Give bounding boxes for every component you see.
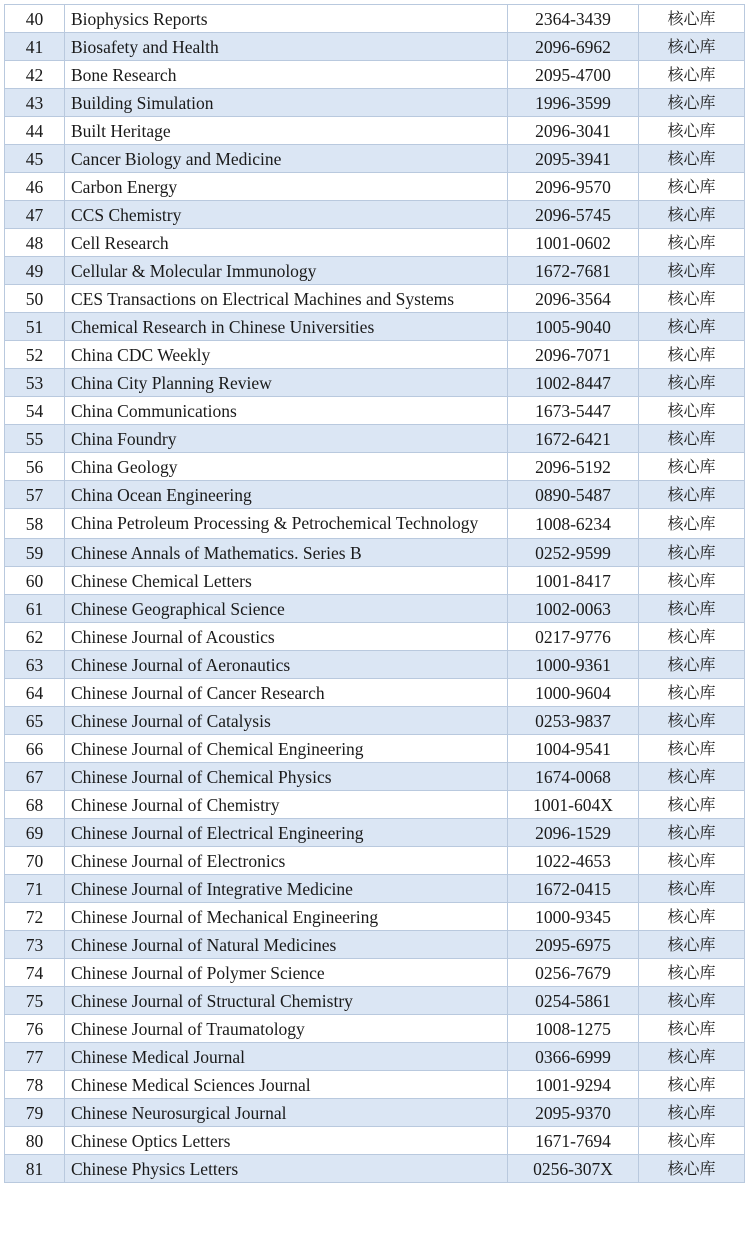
table-row bbox=[5, 5, 745, 33]
database-cell: 核心库 bbox=[639, 1099, 745, 1127]
journal-title-cell: Chinese Journal of Integrative Medicine bbox=[65, 875, 508, 903]
table-row bbox=[5, 89, 745, 117]
table-row bbox=[5, 201, 745, 229]
issn-cell: 1000-9345 bbox=[508, 903, 639, 931]
issn-cell: 1673-5447 bbox=[508, 397, 639, 425]
table-row bbox=[5, 453, 745, 481]
row-number-cell: 65 bbox=[5, 707, 65, 735]
table-row bbox=[5, 931, 745, 959]
database-cell: 核心库 bbox=[639, 5, 745, 33]
database-cell: 核心库 bbox=[639, 763, 745, 791]
table-row bbox=[5, 229, 745, 257]
issn-cell: 2095-4700 bbox=[508, 61, 639, 89]
row-number-cell: 63 bbox=[5, 651, 65, 679]
database-cell: 核心库 bbox=[639, 707, 745, 735]
journal-title-cell: Bone Research bbox=[65, 61, 508, 89]
row-number-cell: 73 bbox=[5, 931, 65, 959]
row-number-cell: 54 bbox=[5, 397, 65, 425]
issn-cell: 2095-3941 bbox=[508, 145, 639, 173]
row-number-cell: 79 bbox=[5, 1099, 65, 1127]
row-number-cell: 45 bbox=[5, 145, 65, 173]
row-number-cell: 51 bbox=[5, 313, 65, 341]
journal-title-cell: Building Simulation bbox=[65, 89, 508, 117]
journal-title-cell: China Geology bbox=[65, 453, 508, 481]
table-row bbox=[5, 173, 745, 201]
row-number-cell: 41 bbox=[5, 33, 65, 61]
row-number-cell: 70 bbox=[5, 847, 65, 875]
database-cell: 核心库 bbox=[639, 425, 745, 453]
row-number-cell: 68 bbox=[5, 791, 65, 819]
database-cell: 核心库 bbox=[639, 679, 745, 707]
database-cell: 核心库 bbox=[639, 453, 745, 481]
row-number-cell: 50 bbox=[5, 285, 65, 313]
database-cell: 核心库 bbox=[639, 791, 745, 819]
journal-title-cell: Chinese Journal of Traumatology bbox=[65, 1015, 508, 1043]
table-row bbox=[5, 707, 745, 735]
row-number-cell: 47 bbox=[5, 201, 65, 229]
database-cell: 核心库 bbox=[639, 567, 745, 595]
row-number-cell: 40 bbox=[5, 5, 65, 33]
table-row bbox=[5, 285, 745, 313]
database-cell: 核心库 bbox=[639, 875, 745, 903]
issn-cell: 2096-9570 bbox=[508, 173, 639, 201]
table-row bbox=[5, 539, 745, 567]
journal-title-cell: Chinese Journal of Natural Medicines bbox=[65, 931, 508, 959]
journal-title-cell: CCS Chemistry bbox=[65, 201, 508, 229]
journal-title-cell: Chinese Annals of Mathematics. Series B bbox=[65, 539, 508, 567]
row-number-cell: 78 bbox=[5, 1071, 65, 1099]
table-row bbox=[5, 1015, 745, 1043]
table-row bbox=[5, 567, 745, 595]
table-row bbox=[5, 987, 745, 1015]
database-cell: 核心库 bbox=[639, 313, 745, 341]
database-cell: 核心库 bbox=[639, 735, 745, 763]
database-cell: 核心库 bbox=[639, 987, 745, 1015]
row-number-cell: 56 bbox=[5, 453, 65, 481]
journal-title-cell: China Ocean Engineering bbox=[65, 481, 508, 509]
row-number-cell: 74 bbox=[5, 959, 65, 987]
database-cell: 核心库 bbox=[639, 33, 745, 61]
row-number-cell: 59 bbox=[5, 539, 65, 567]
database-cell: 核心库 bbox=[639, 1155, 745, 1183]
journal-title-cell: Cellular & Molecular Immunology bbox=[65, 257, 508, 285]
journal-title-cell: China Communications bbox=[65, 397, 508, 425]
database-cell: 核心库 bbox=[639, 847, 745, 875]
issn-cell: 0256-307X bbox=[508, 1155, 639, 1183]
database-cell: 核心库 bbox=[639, 509, 745, 539]
issn-cell: 1008-1275 bbox=[508, 1015, 639, 1043]
issn-cell: 1001-8417 bbox=[508, 567, 639, 595]
table-row bbox=[5, 369, 745, 397]
table-row bbox=[5, 33, 745, 61]
table-row bbox=[5, 61, 745, 89]
issn-cell: 1004-9541 bbox=[508, 735, 639, 763]
database-cell: 核心库 bbox=[639, 257, 745, 285]
table-row bbox=[5, 1127, 745, 1155]
database-cell: 核心库 bbox=[639, 89, 745, 117]
journal-title-cell: Biophysics Reports bbox=[65, 5, 508, 33]
issn-cell: 2096-7071 bbox=[508, 341, 639, 369]
database-cell: 核心库 bbox=[639, 369, 745, 397]
row-number-cell: 44 bbox=[5, 117, 65, 145]
journal-title-cell: China CDC Weekly bbox=[65, 341, 508, 369]
journal-title-cell: Chinese Journal of Aeronautics bbox=[65, 651, 508, 679]
issn-cell: 0366-6999 bbox=[508, 1043, 639, 1071]
issn-cell: 1005-9040 bbox=[508, 313, 639, 341]
table-row bbox=[5, 791, 745, 819]
table-row bbox=[5, 623, 745, 651]
row-number-cell: 69 bbox=[5, 819, 65, 847]
journal-title-cell: Chinese Medical Journal bbox=[65, 1043, 508, 1071]
journal-title-cell: Chinese Journal of Structural Chemistry bbox=[65, 987, 508, 1015]
issn-cell: 0256-7679 bbox=[508, 959, 639, 987]
issn-cell: 1001-0602 bbox=[508, 229, 639, 257]
issn-cell: 2096-6962 bbox=[508, 33, 639, 61]
journal-title-cell: Chinese Journal of Polymer Science bbox=[65, 959, 508, 987]
journal-title-cell: Chinese Geographical Science bbox=[65, 595, 508, 623]
database-cell: 核心库 bbox=[639, 959, 745, 987]
issn-cell: 1672-6421 bbox=[508, 425, 639, 453]
row-number-cell: 57 bbox=[5, 481, 65, 509]
journal-title-cell: Chinese Journal of Electronics bbox=[65, 847, 508, 875]
issn-cell: 2096-5745 bbox=[508, 201, 639, 229]
issn-cell: 1000-9604 bbox=[508, 679, 639, 707]
issn-cell: 0890-5487 bbox=[508, 481, 639, 509]
table-row bbox=[5, 145, 745, 173]
issn-cell: 0254-5861 bbox=[508, 987, 639, 1015]
row-number-cell: 53 bbox=[5, 369, 65, 397]
table-row bbox=[5, 1155, 745, 1183]
journal-title-cell: Chinese Journal of Mechanical Engineering bbox=[65, 903, 508, 931]
row-number-cell: 52 bbox=[5, 341, 65, 369]
issn-cell: 1002-0063 bbox=[508, 595, 639, 623]
journal-title-cell: Biosafety and Health bbox=[65, 33, 508, 61]
row-number-cell: 81 bbox=[5, 1155, 65, 1183]
journal-title-cell: Chinese Journal of Catalysis bbox=[65, 707, 508, 735]
journal-table bbox=[4, 4, 745, 1183]
table-row bbox=[5, 679, 745, 707]
journal-title-cell: Chinese Chemical Letters bbox=[65, 567, 508, 595]
issn-cell: 1671-7694 bbox=[508, 1127, 639, 1155]
row-number-cell: 66 bbox=[5, 735, 65, 763]
table-row bbox=[5, 481, 745, 509]
database-cell: 核心库 bbox=[639, 341, 745, 369]
issn-cell: 2096-3041 bbox=[508, 117, 639, 145]
issn-cell: 0252-9599 bbox=[508, 539, 639, 567]
journal-title-cell: Cell Research bbox=[65, 229, 508, 257]
database-cell: 核心库 bbox=[639, 117, 745, 145]
database-cell: 核心库 bbox=[639, 1071, 745, 1099]
table-row bbox=[5, 651, 745, 679]
journal-title-cell: Chinese Journal of Electrical Engineering bbox=[65, 819, 508, 847]
issn-cell: 2095-6975 bbox=[508, 931, 639, 959]
journal-table-body bbox=[5, 5, 745, 1183]
journal-title-cell: China Foundry bbox=[65, 425, 508, 453]
table-row bbox=[5, 819, 745, 847]
issn-cell: 1001-604X bbox=[508, 791, 639, 819]
database-cell: 核心库 bbox=[639, 595, 745, 623]
journal-title-cell: Cancer Biology and Medicine bbox=[65, 145, 508, 173]
issn-cell: 2096-1529 bbox=[508, 819, 639, 847]
issn-cell: 1672-7681 bbox=[508, 257, 639, 285]
journal-title-cell: Chinese Physics Letters bbox=[65, 1155, 508, 1183]
issn-cell: 2095-9370 bbox=[508, 1099, 639, 1127]
table-row bbox=[5, 313, 745, 341]
journal-table-container bbox=[4, 4, 744, 1183]
row-number-cell: 42 bbox=[5, 61, 65, 89]
journal-title-cell: Chinese Optics Letters bbox=[65, 1127, 508, 1155]
journal-title-cell: Carbon Energy bbox=[65, 173, 508, 201]
database-cell: 核心库 bbox=[639, 539, 745, 567]
database-cell: 核心库 bbox=[639, 1015, 745, 1043]
issn-cell: 1022-4653 bbox=[508, 847, 639, 875]
table-row bbox=[5, 875, 745, 903]
table-row bbox=[5, 847, 745, 875]
database-cell: 核心库 bbox=[639, 931, 745, 959]
table-row bbox=[5, 425, 745, 453]
journal-title-cell: Chemical Research in Chinese Universities bbox=[65, 313, 508, 341]
journal-title-cell: Chinese Journal of Chemistry bbox=[65, 791, 508, 819]
database-cell: 核心库 bbox=[639, 201, 745, 229]
issn-cell: 1002-8447 bbox=[508, 369, 639, 397]
issn-cell: 2364-3439 bbox=[508, 5, 639, 33]
row-number-cell: 72 bbox=[5, 903, 65, 931]
row-number-cell: 58 bbox=[5, 509, 65, 539]
row-number-cell: 61 bbox=[5, 595, 65, 623]
row-number-cell: 46 bbox=[5, 173, 65, 201]
row-number-cell: 60 bbox=[5, 567, 65, 595]
table-row bbox=[5, 509, 745, 539]
row-number-cell: 43 bbox=[5, 89, 65, 117]
table-row bbox=[5, 903, 745, 931]
database-cell: 核心库 bbox=[639, 623, 745, 651]
table-row bbox=[5, 1071, 745, 1099]
database-cell: 核心库 bbox=[639, 819, 745, 847]
table-row bbox=[5, 341, 745, 369]
journal-title-cell: China Petroleum Processing & Petrochemical Technology bbox=[65, 509, 508, 539]
journal-title-cell: Chinese Journal of Cancer Research bbox=[65, 679, 508, 707]
database-cell: 核心库 bbox=[639, 229, 745, 257]
row-number-cell: 67 bbox=[5, 763, 65, 791]
database-cell: 核心库 bbox=[639, 1043, 745, 1071]
database-cell: 核心库 bbox=[639, 903, 745, 931]
table-row bbox=[5, 735, 745, 763]
issn-cell: 1000-9361 bbox=[508, 651, 639, 679]
issn-cell: 1001-9294 bbox=[508, 1071, 639, 1099]
journal-title-cell: Chinese Neurosurgical Journal bbox=[65, 1099, 508, 1127]
row-number-cell: 80 bbox=[5, 1127, 65, 1155]
table-row bbox=[5, 595, 745, 623]
row-number-cell: 55 bbox=[5, 425, 65, 453]
issn-cell: 1008-6234 bbox=[508, 509, 639, 539]
database-cell: 核心库 bbox=[639, 1127, 745, 1155]
journal-title-cell: Chinese Medical Sciences Journal bbox=[65, 1071, 508, 1099]
issn-cell: 0253-9837 bbox=[508, 707, 639, 735]
issn-cell: 2096-5192 bbox=[508, 453, 639, 481]
issn-cell: 1674-0068 bbox=[508, 763, 639, 791]
database-cell: 核心库 bbox=[639, 397, 745, 425]
journal-title-cell: Chinese Journal of Chemical Physics bbox=[65, 763, 508, 791]
table-row bbox=[5, 959, 745, 987]
table-row bbox=[5, 397, 745, 425]
database-cell: 核心库 bbox=[639, 61, 745, 89]
issn-cell: 1996-3599 bbox=[508, 89, 639, 117]
database-cell: 核心库 bbox=[639, 173, 745, 201]
row-number-cell: 75 bbox=[5, 987, 65, 1015]
table-row bbox=[5, 1043, 745, 1071]
row-number-cell: 49 bbox=[5, 257, 65, 285]
row-number-cell: 76 bbox=[5, 1015, 65, 1043]
issn-cell: 0217-9776 bbox=[508, 623, 639, 651]
journal-title-cell: CES Transactions on Electrical Machines and Systems bbox=[65, 285, 508, 313]
table-row bbox=[5, 1099, 745, 1127]
database-cell: 核心库 bbox=[639, 285, 745, 313]
database-cell: 核心库 bbox=[639, 145, 745, 173]
row-number-cell: 71 bbox=[5, 875, 65, 903]
table-row bbox=[5, 117, 745, 145]
journal-title-cell: Chinese Journal of Chemical Engineering bbox=[65, 735, 508, 763]
row-number-cell: 62 bbox=[5, 623, 65, 651]
table-row bbox=[5, 763, 745, 791]
row-number-cell: 48 bbox=[5, 229, 65, 257]
row-number-cell: 77 bbox=[5, 1043, 65, 1071]
table-row bbox=[5, 257, 745, 285]
database-cell: 核心库 bbox=[639, 651, 745, 679]
journal-title-cell: China City Planning Review bbox=[65, 369, 508, 397]
issn-cell: 1672-0415 bbox=[508, 875, 639, 903]
journal-title-cell: Built Heritage bbox=[65, 117, 508, 145]
row-number-cell: 64 bbox=[5, 679, 65, 707]
journal-title-cell: Chinese Journal of Acoustics bbox=[65, 623, 508, 651]
issn-cell: 2096-3564 bbox=[508, 285, 639, 313]
database-cell: 核心库 bbox=[639, 481, 745, 509]
